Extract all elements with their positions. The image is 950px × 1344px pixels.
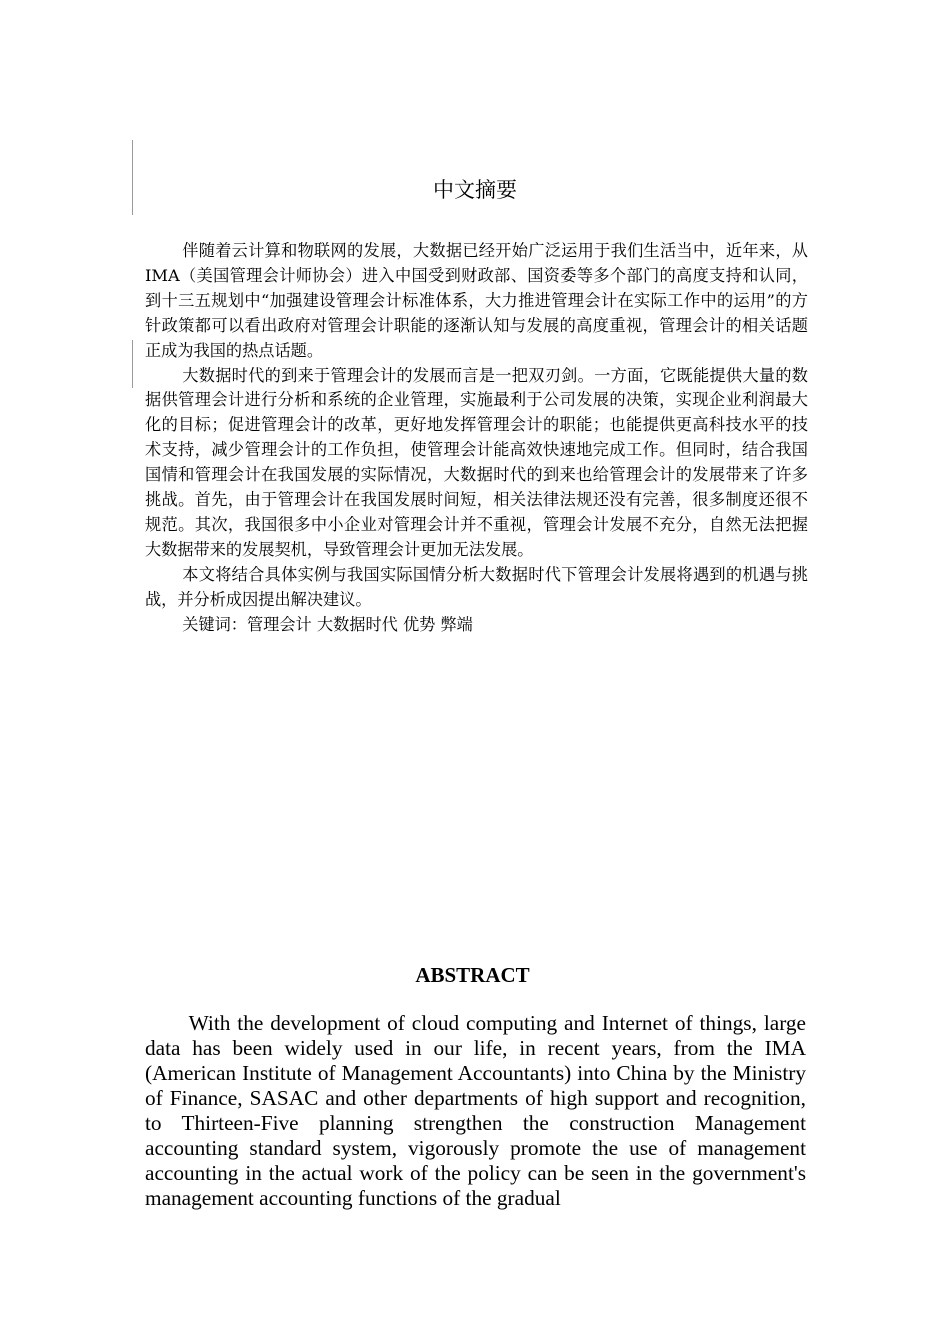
english-paragraph-1: With the development of cloud computing and Internet of things, large data has been widely used in our life, in recent years, from the IMA (American Institute of Management Accountants) into China by the Ministry of Finance, SASAC and other departments of high support and recognition, to Thirteen-Five planning strengthen the construction Management accounting standard system, vigorously promote the use of management accounting in the actual work of the policy can be seen in the government's management accounting functions of the gradual — [145, 1011, 806, 1210]
chinese-keywords: 关键词：管理会计 大数据时代 优势 弊端 — [182, 614, 473, 634]
chinese-abstract-title: 中文摘要 — [433, 178, 517, 202]
chinese-paragraph-1: 伴随着云计算和物联网的发展，大数据已经开始广泛运用于我们生活当中，近年来，从IMA（美国管理会计师协会）进入中国受到财政部、国资委等多个部门的高度支持和认同，到十三五规划中“加强建设管理会计标准体系，大力推进管理会计在实际工作中的运用”的方针政策都可以看出政府对管理会计职能的逐渐认知与发展的高度重视，管理会计的相关话题正成为我国的热点话题。 — [145, 241, 808, 360]
english-abstract-title: ABSTRACT — [415, 963, 530, 987]
chinese-abstract-body — [145, 239, 808, 638]
chinese-paragraph-3: 本文将结合具体实例与我国实际国情分析大数据时代下管理会计发展将遇到的机遇与挑战，并分析成因提出解决建议。 — [145, 564, 808, 609]
chinese-paragraph-2: 大数据时代的到来于管理会计的发展而言是一把双刃剑。一方面，它既能提供大量的数据供管理会计进行分析和系统的企业管理，实施最利于公司发展的决策，实现企业利润最大化的目标；促进管理会计的改革，更好地发挥管理会计的职能；也能提供更高科技水平的技术支持，减少管理会计的工作负担，使管理会计能高效快速地完成工作。但同时，结合我国国情和管理会计在我国发展的实际情况，大数据时代的到来也给管理会计的发展带来了许多挑战。首先，由于管理会计在我国发展时间短，相关法律法规还没有完善，很多制度还很不规范。其次，我国很多中小企业对管理会计并不重视，管理会计发展不充分，自然无法把握大数据带来的发展契机，导致管理会计更加无法发展。 — [145, 365, 808, 559]
english-abstract-body — [145, 1011, 806, 1211]
margin-marker — [132, 340, 133, 388]
